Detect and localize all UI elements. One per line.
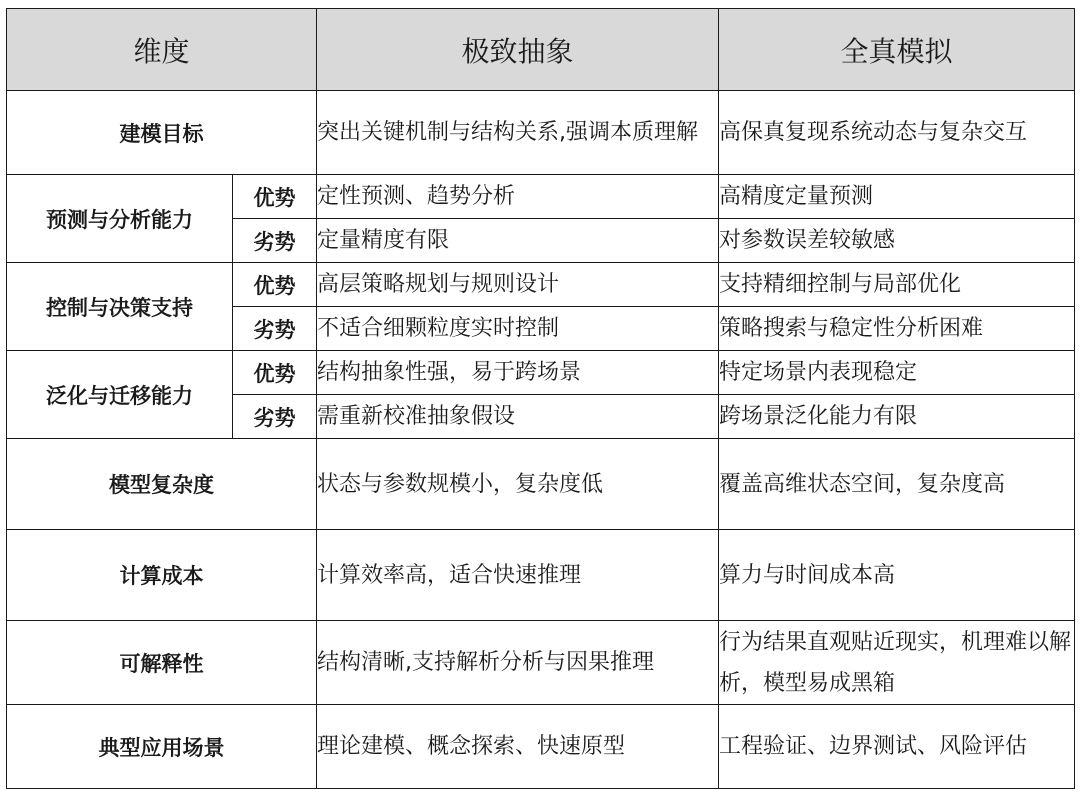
row-label-goal: 建模目标 xyxy=(7,91,317,175)
row-label-control: 控制与决策支持 xyxy=(7,263,233,351)
row-label-interpretability: 可解释性 xyxy=(7,621,317,705)
header-abstraction: 极致抽象 xyxy=(317,9,719,91)
cell-control-disadvantage-simulation: 策略搜索与稳定性分析困难 xyxy=(719,307,1075,351)
header-dimension: 维度 xyxy=(7,9,317,91)
row-label-complexity: 模型复杂度 xyxy=(7,439,317,530)
cell-prediction-advantage-simulation: 高精度定量预测 xyxy=(719,175,1075,219)
sub-label-generalization-advantage: 优势 xyxy=(233,351,317,395)
row-label-prediction: 预测与分析能力 xyxy=(7,175,233,263)
cell-prediction-advantage-abstraction: 定性预测、趋势分析 xyxy=(317,175,719,219)
cell-cost-abstraction: 计算效率高，适合快速推理 xyxy=(317,530,719,621)
table-row-goal xyxy=(7,91,1075,175)
cell-control-advantage-abstraction: 高层策略规划与规则设计 xyxy=(317,263,719,307)
sub-label-control-advantage: 优势 xyxy=(233,263,317,307)
cell-prediction-disadvantage-simulation: 对参数误差较敏感 xyxy=(719,219,1075,263)
cell-generalization-advantage-abstraction: 结构抽象性强，易于跨场景 xyxy=(317,351,719,395)
table-row-cost xyxy=(7,530,1075,621)
cell-applications-abstraction: 理论建模、概念探索、快速原型 xyxy=(317,705,719,789)
table-row-prediction-advantage xyxy=(7,175,1075,219)
cell-control-advantage-simulation: 支持精细控制与局部优化 xyxy=(719,263,1075,307)
cell-complexity-simulation: 覆盖高维状态空间，复杂度高 xyxy=(719,439,1075,530)
sub-label-prediction-disadvantage: 劣势 xyxy=(233,219,317,263)
table-row-interpretability xyxy=(7,621,1075,705)
row-label-cost: 计算成本 xyxy=(7,530,317,621)
row-label-applications: 典型应用场景 xyxy=(7,705,317,789)
cell-goal-abstraction: 突出关键机制与结构关系,强调本质理解 xyxy=(317,91,719,175)
cell-generalization-disadvantage-simulation: 跨场景泛化能力有限 xyxy=(719,395,1075,439)
table-row-generalization-advantage xyxy=(7,351,1075,395)
sub-label-generalization-disadvantage: 劣势 xyxy=(233,395,317,439)
cell-prediction-disadvantage-abstraction: 定量精度有限 xyxy=(317,219,719,263)
cell-generalization-disadvantage-abstraction: 需重新校准抽象假设 xyxy=(317,395,719,439)
cell-applications-simulation: 工程验证、边界测试、风险评估 xyxy=(719,705,1075,789)
sub-label-prediction-advantage: 优势 xyxy=(233,175,317,219)
table-row-complexity xyxy=(7,439,1075,530)
header-simulation: 全真模拟 xyxy=(719,9,1075,91)
cell-goal-simulation: 高保真复现系统动态与复杂交互 xyxy=(719,91,1075,175)
row-label-generalization: 泛化与迁移能力 xyxy=(7,351,233,439)
table-row-applications xyxy=(7,705,1075,789)
header-row xyxy=(7,9,1075,91)
cell-generalization-advantage-simulation: 特定场景内表现稳定 xyxy=(719,351,1075,395)
comparison-table xyxy=(6,8,1075,789)
sub-label-control-disadvantage: 劣势 xyxy=(233,307,317,351)
cell-cost-simulation: 算力与时间成本高 xyxy=(719,530,1075,621)
cell-control-disadvantage-abstraction: 不适合细颗粒度实时控制 xyxy=(317,307,719,351)
cell-complexity-abstraction: 状态与参数规模小，复杂度低 xyxy=(317,439,719,530)
table-row-control-advantage xyxy=(7,263,1075,307)
cell-interpretability-simulation: 行为结果直观贴近现实，机理难以解析，模型易成黑箱 xyxy=(719,621,1075,705)
cell-interpretability-abstraction: 结构清晰,支持解析分析与因果推理 xyxy=(317,621,719,705)
